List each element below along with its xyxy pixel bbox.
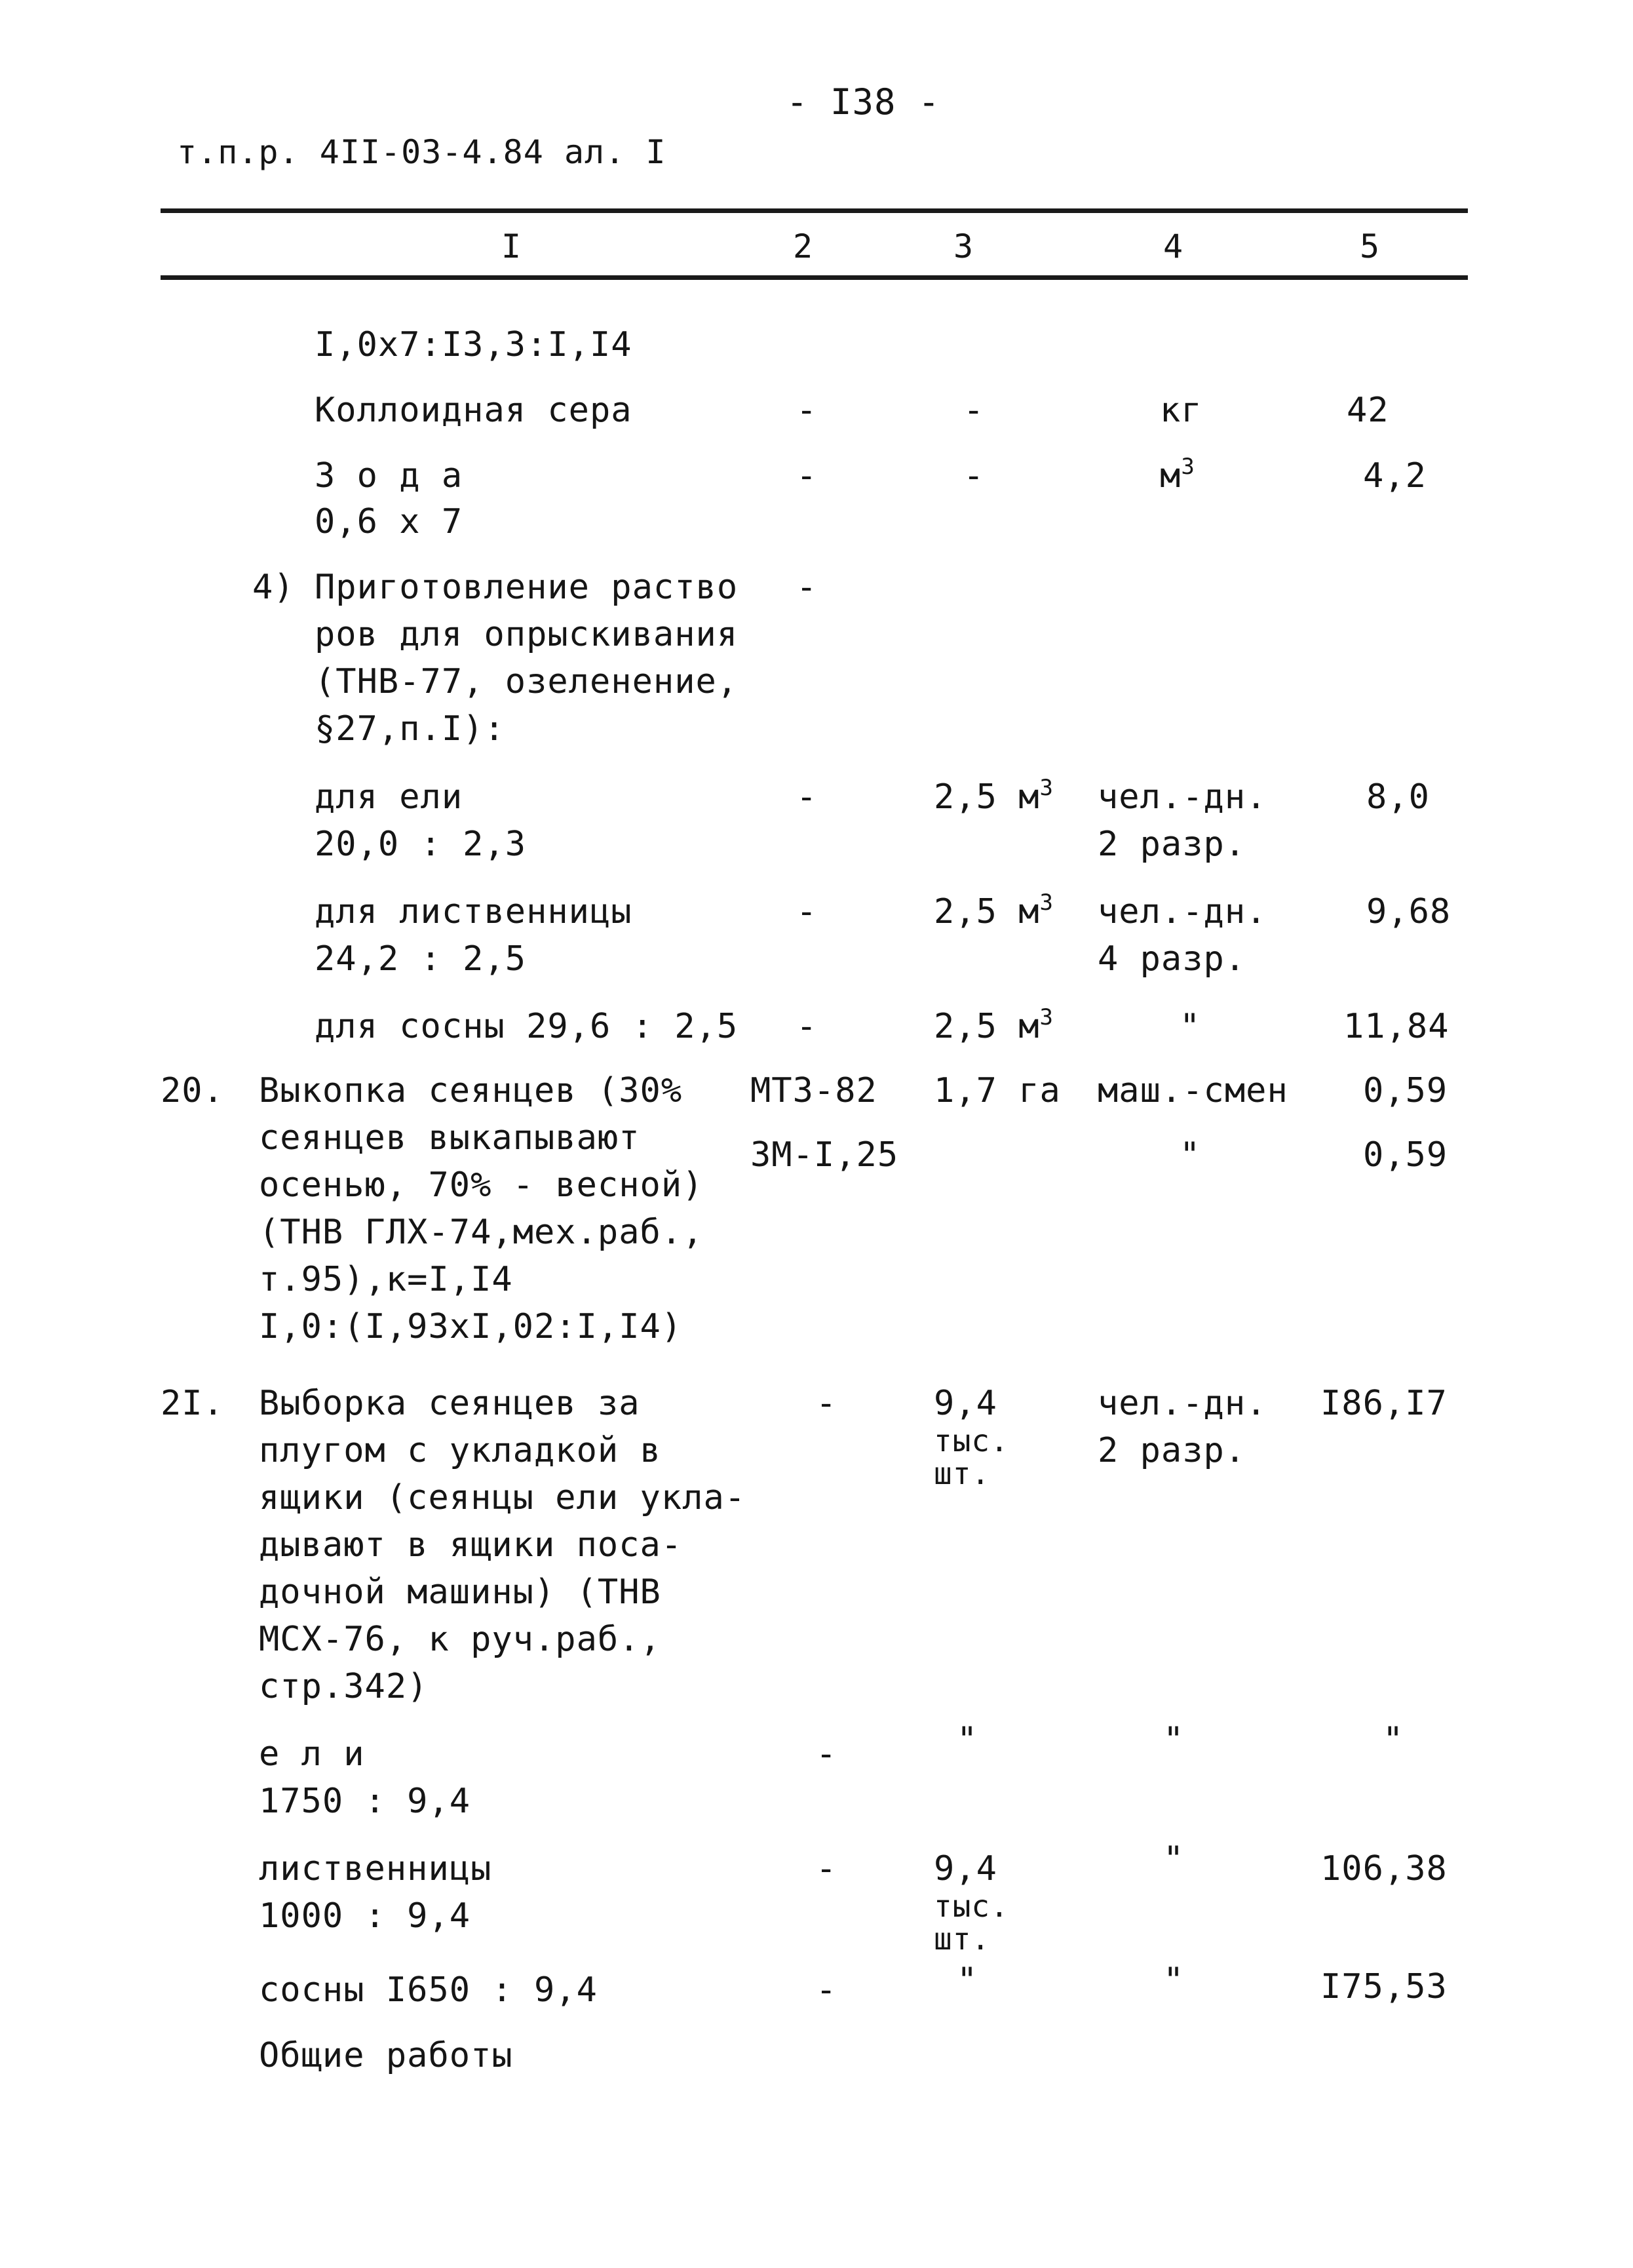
cell-machine: -: [796, 568, 818, 607]
unit-superscript: 3: [1181, 454, 1195, 480]
cell-unit: кг: [1160, 391, 1202, 430]
volume-superscript: 3: [1039, 775, 1054, 801]
cell-unit: чел.-дн.: [1098, 1384, 1267, 1423]
cell-unit: ": [1163, 1720, 1185, 1759]
item-description-line: Выкопка сеянцев (30%: [259, 1071, 683, 1110]
item-number: 20.: [161, 1071, 224, 1110]
item-description-line: Приготовление раство: [315, 568, 739, 607]
formula-line: 1750 : 9,4: [259, 1782, 471, 1821]
cell-volume-unit: тыс.: [934, 1888, 1009, 1924]
cell-machine: -: [796, 777, 818, 817]
cell-volume: 9,4: [934, 1384, 997, 1423]
cell-volume: -: [963, 391, 985, 430]
table-top-rule: [161, 208, 1468, 213]
item-description-line: сеянцев выкапывают: [259, 1118, 640, 1158]
cell-quantity: 0,59: [1363, 1071, 1448, 1110]
column-header-4: 4: [1163, 227, 1184, 265]
item-number: 2I.: [161, 1384, 224, 1423]
cell-volume: 1,7 га: [934, 1071, 1061, 1110]
volume-superscript: 3: [1039, 890, 1054, 916]
volume-text: 2,5 м: [934, 1007, 1040, 1046]
item-description-line: для сосны 29,6 : 2,5: [315, 1007, 739, 1046]
cell-volume-unit: шт.: [934, 1456, 991, 1491]
item-description-line: Выборка сеянцев за: [259, 1384, 640, 1423]
column-header-3: 3: [953, 227, 974, 265]
cell-volume-unit: тыс.: [934, 1423, 1009, 1458]
item-description-line: дочной машины) (ТНВ: [259, 1573, 661, 1612]
cell-unit-grade: 2 разр.: [1098, 1431, 1246, 1470]
cell-unit: [1160, 452, 1195, 503]
item-description-line: (ТНВ ГЛХ-74,мех.раб.,: [259, 1213, 704, 1252]
cell-machine: МТЗ-82: [750, 1071, 877, 1110]
cell-quantity: 11,84: [1343, 1007, 1450, 1046]
item-description-line: лиственницы: [259, 1849, 492, 1888]
page-number: - I38 -: [786, 81, 940, 123]
cell-quantity: 9,68: [1366, 892, 1451, 931]
item-description-line: т.95),к=I,I4: [259, 1260, 513, 1299]
cell-quantity: 8,0: [1366, 777, 1430, 817]
section-heading: Общие работы: [259, 2036, 513, 2075]
cell-volume: [934, 888, 1054, 939]
cell-volume-unit: шт.: [934, 1921, 991, 1957]
cell-machine: -: [816, 1849, 837, 1888]
cell-unit: маш.-смен: [1098, 1071, 1288, 1110]
cell-volume: 9,4: [934, 1849, 997, 1888]
formula-line: 1000 : 9,4: [259, 1896, 471, 1936]
unit-text: м: [1160, 456, 1182, 496]
cell-unit-grade: 4 разр.: [1098, 939, 1246, 979]
item-description-line: ров для опрыскивания: [315, 615, 739, 654]
item-description-line: осенью, 70% - весной): [259, 1165, 704, 1205]
item-description-line: для ели: [315, 777, 463, 817]
item-colloid-sulfur: Коллоидная сера: [315, 391, 632, 430]
item-description-line: сосны I650 : 9,4: [259, 1970, 598, 2010]
cell-unit: ": [1163, 1839, 1185, 1879]
item-description-line: дывают в ящики поса-: [259, 1525, 683, 1565]
cell-machine: -: [796, 391, 818, 430]
cell-quantity: 0,59: [1363, 1135, 1448, 1175]
cell-unit: ": [1180, 1135, 1201, 1175]
formula-line: I,0x7:I3,3:I,I4: [315, 325, 632, 364]
document-reference: т.п.р. 4II-03-4.84 ал. I: [177, 133, 666, 171]
item-description-line: плугом с укладкой в: [259, 1431, 661, 1470]
cell-machine: -: [796, 892, 818, 931]
cell-machine: -: [816, 1384, 837, 1423]
cell-unit: чел.-дн.: [1098, 892, 1267, 931]
cell-quantity: 106,38: [1320, 1849, 1448, 1888]
cell-quantity: 4,2: [1363, 456, 1427, 496]
formula-line: 20,0 : 2,3: [315, 825, 527, 864]
column-header-5: 5: [1360, 227, 1381, 265]
cell-unit: ": [1163, 1961, 1185, 2000]
cell-machine: -: [816, 1734, 837, 1774]
formula-line: I,0:(I,93хI,02:I,I4): [259, 1307, 683, 1346]
cell-volume: ": [957, 1720, 978, 1759]
item-description-line: для лиственницы: [315, 892, 632, 931]
cell-machine: -: [796, 456, 818, 496]
table-header-rule: [161, 275, 1468, 280]
item-description-line: ящики (сеянцы ели укла-: [259, 1478, 746, 1517]
item-description-line: е л и: [259, 1734, 365, 1774]
formula-line: 24,2 : 2,5: [315, 939, 527, 979]
cell-machine: -: [816, 1970, 837, 2010]
cell-volume: [934, 773, 1054, 825]
cell-volume: -: [963, 456, 985, 496]
item-description-line: (ТНВ-77, озеленение,: [315, 662, 739, 701]
cell-volume: ": [957, 1961, 978, 2000]
volume-superscript: 3: [1039, 1004, 1054, 1030]
column-header-2: 2: [793, 227, 814, 265]
cell-quantity: ": [1383, 1720, 1404, 1759]
volume-text: 2,5 м: [934, 892, 1040, 931]
cell-machine: ЗМ-I,25: [750, 1135, 899, 1175]
item-description-line: §27,п.I):: [315, 709, 505, 749]
formula-line: 0,6 х 7: [315, 502, 463, 541]
cell-unit-grade: 2 разр.: [1098, 825, 1246, 864]
cell-machine: -: [796, 1007, 818, 1046]
cell-volume: [934, 1003, 1054, 1054]
cell-unit: ": [1180, 1007, 1201, 1046]
item-number: 4): [252, 568, 295, 607]
column-header-1: I: [501, 227, 522, 265]
item-soda: З о д а: [315, 456, 463, 496]
item-description-line: МСХ-76, к руч.раб.,: [259, 1620, 661, 1659]
volume-text: 2,5 м: [934, 777, 1040, 817]
item-description-line: стр.342): [259, 1667, 429, 1706]
cell-quantity: I86,I7: [1320, 1384, 1448, 1423]
cell-quantity: 42: [1347, 391, 1389, 430]
cell-quantity: I75,53: [1320, 1967, 1448, 2006]
cell-unit: чел.-дн.: [1098, 777, 1267, 817]
